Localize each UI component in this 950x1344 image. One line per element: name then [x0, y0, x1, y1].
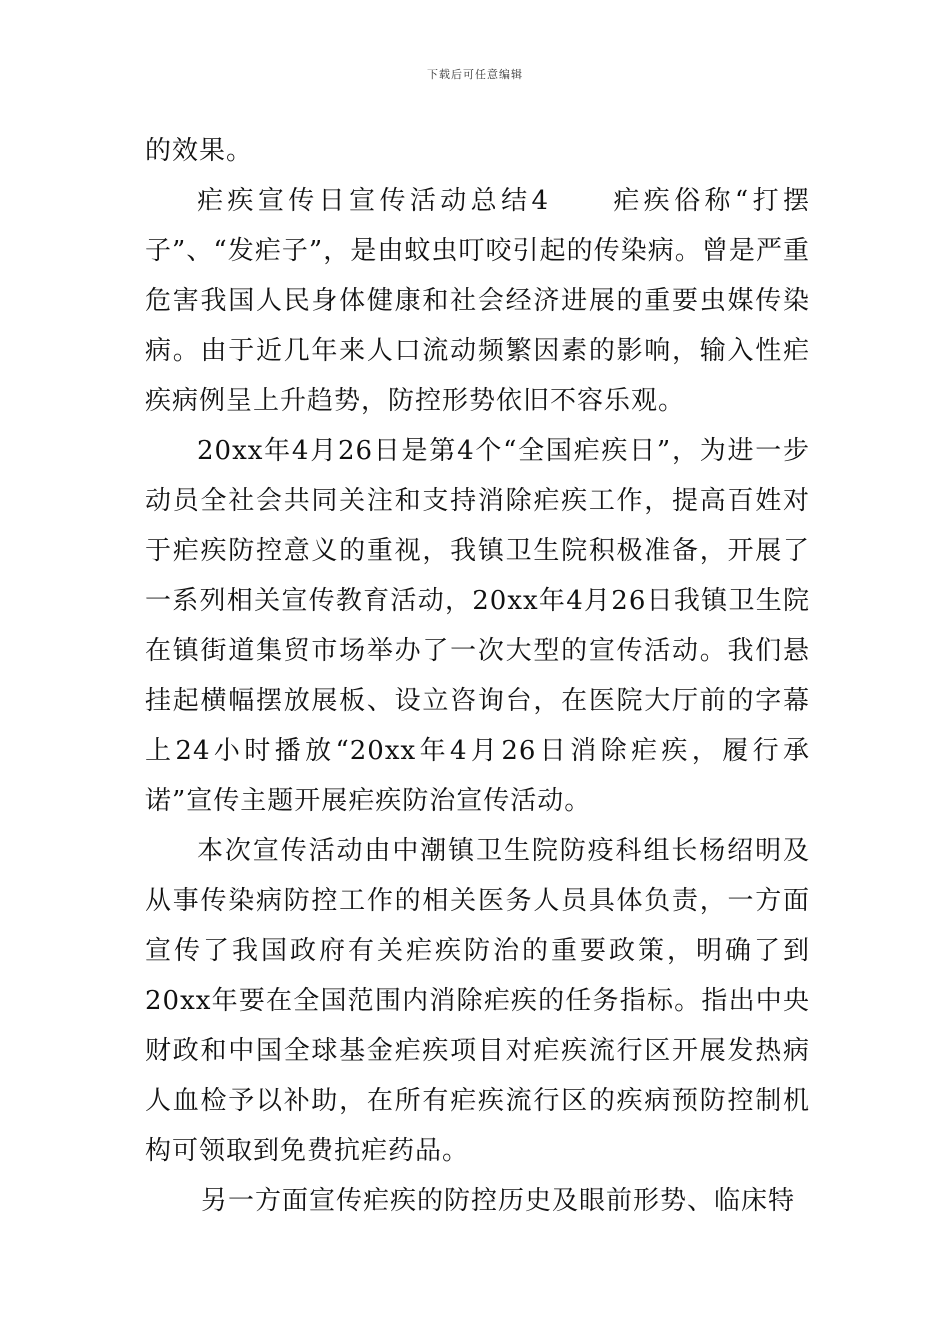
paragraph-malaria-day-event: 20xx年4月26日是第4个“全国疟疾日”，为进一步动员全社会共同关注和支持消除疟疾工作，提高百姓对于疟疾防控意义的重视，我镇卫生院积极准备，开展了一系列相关宣传教育活动，20xx年4月26日我镇卫生院在镇街道集贸市场举办了一次大型的宣传活动。我们悬挂起横幅摆放展板、设立咨询台，在医院大厅前的字幕上24小时播放“20xx年4月26日消除疟疾，履行承诺”宣传主题开展疟疾防治宣传活动。 — [145, 436, 810, 816]
paragraph-history-situation: 另一方面宣传疟疾的防控历史及眼前形势、临床特 — [201, 1186, 796, 1216]
document-body — [145, 126, 810, 1226]
page-header-note: 下载后可任意编辑 — [427, 68, 523, 81]
paragraph-continuation: 的效果。 — [145, 136, 254, 166]
paragraph-malaria-intro: 疟疾宣传日宣传活动总结4 疟疾俗称“打摆子”、“发疟子”，是由蚊虫叮咬引起的传染病。曾是严重危害我国人民身体健康和社会经济进展的重要虫媒传染病。由于近几年来人口流动频繁因素的影响，输入性疟疾病例呈上升趋势，防控形势依旧不容乐观。 — [145, 186, 810, 416]
paragraph-campaign-details: 本次宣传活动由中潮镇卫生院防疫科组长杨绍明及从事传染病防控工作的相关医务人员具体负责，一方面宣传了我国政府有关疟疾防治的重要政策，明确了到20xx年要在全国范围内消除疟疾的任务指标。指出中央财政和中国全球基金疟疾项目对疟疾流行区开展发热病人血检予以补助，在所有疟疾流行区的疾病预防控制机构可领取到免费抗疟药品。 — [145, 836, 810, 1166]
